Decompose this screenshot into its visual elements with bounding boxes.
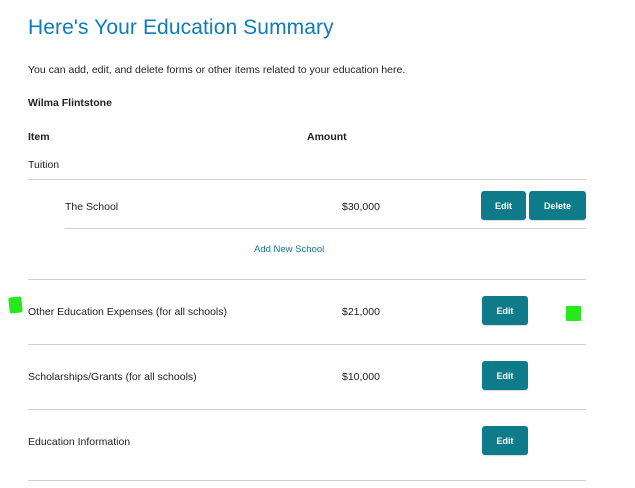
green-marker-right [566, 306, 581, 321]
education-info-label: Education Information [28, 436, 131, 448]
other-expenses-amount: $21,000 [342, 306, 380, 318]
intro-text: You can add, edit, and delete forms or other items related to your education here. [28, 64, 406, 76]
scholarships-amount: $10,000 [342, 371, 380, 383]
divider [28, 344, 586, 345]
school-name: The School [65, 201, 119, 213]
column-header-amount: Amount [307, 131, 347, 143]
column-header-item: Item [28, 131, 50, 143]
school-amount: $30,000 [342, 201, 380, 213]
add-new-school-link[interactable]: Add New School [254, 244, 325, 255]
edit-education-info-button[interactable]: Edit [482, 426, 528, 455]
other-expenses-label: Other Education Expenses (for all schools) [28, 306, 228, 318]
page-title: Here's Your Education Summary [28, 16, 334, 39]
edit-scholarships-button[interactable]: Edit [482, 361, 528, 390]
edit-school-button[interactable]: Edit [481, 191, 526, 220]
divider [28, 179, 586, 180]
divider [28, 279, 586, 280]
divider [65, 228, 586, 229]
edit-other-expenses-button[interactable]: Edit [482, 296, 528, 325]
green-marker-left [8, 296, 23, 313]
delete-school-button[interactable]: Delete [529, 191, 586, 220]
scholarships-label: Scholarships/Grants (for all schools) [28, 371, 197, 383]
divider [28, 409, 586, 410]
user-name: Wilma Flintstone [28, 97, 112, 109]
tuition-label: Tuition [28, 159, 60, 171]
divider [28, 480, 586, 481]
